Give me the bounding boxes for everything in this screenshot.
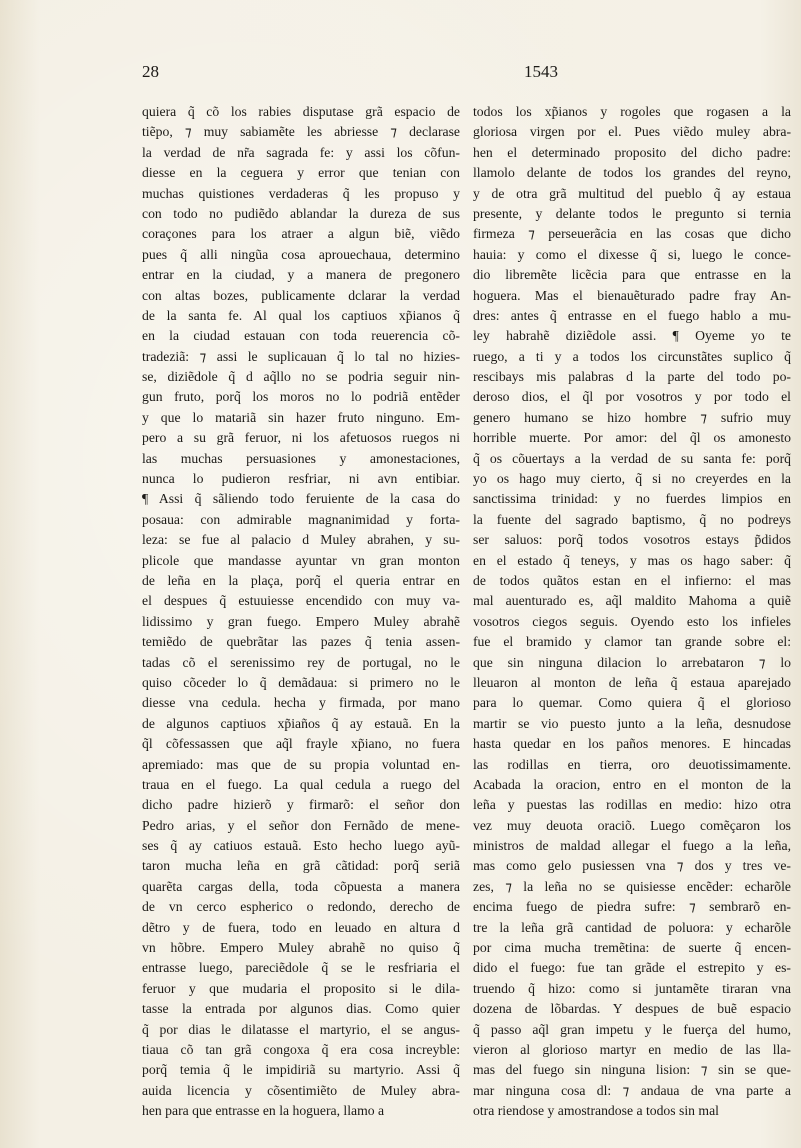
text-line: que sin ninguna dilacion lo arrebataron ⁊ lo [473, 654, 791, 670]
text-line: mal auenturado es, aq̃l maldito Mahoma a quiẽ [473, 593, 791, 609]
text-line: pues q̃ alli ningũa cosa aprouechaua, determino [142, 246, 460, 262]
text-line: q̃ por dias le dilatasse el martyrio, el se angus- [142, 1021, 460, 1037]
text-line: dres: antes q̃ entrasse en el fuego hablo a mu- [473, 307, 791, 323]
text-line: vieron al glorioso martyr en medio de las lla- [473, 1041, 791, 1057]
text-line: pero a su grã feruor, ni los afetuosos ruegos ni [142, 430, 460, 446]
text-line: quarẽta cargas della, toda cõpuesta a manera [142, 878, 460, 894]
text-line: fue el bramido y clamor tan grande sobre el: [473, 634, 791, 650]
text-line: con todo no pudiẽdo ablandar la dureza de sus [142, 205, 460, 221]
text-line: ser saluos: porq̃ todos vosotros estays p̃didos [473, 532, 791, 548]
text-line: porq̃ temia q̃ le impidiriã su martyrio. Assi q̃ [142, 1062, 460, 1078]
text-line: mas del fuego sin ninguna lision: ⁊ sin se que- [473, 1062, 791, 1078]
text-line: dozena de lõbardas. Y despues de buẽ espacio [473, 1001, 791, 1017]
text-line: tradeziã: ⁊ assi le suplicauan q̃ lo tal no hizies- [142, 348, 460, 364]
text-line: hen el determinado proposito del dicho padre: [473, 144, 791, 160]
text-line: tiẽpo, ⁊ muy sabiamẽte les abriesse ⁊ declarase [142, 124, 460, 140]
text-line: diesse en la ceguera y error que tenian con [142, 165, 460, 181]
text-line: traua en el fuego. La qual cedula a ruego del [142, 776, 460, 792]
text-line: yo os hago muy cierto, q̃ si no creyerdes en la [473, 471, 791, 487]
text-line: de algunos captiuos xp̃iaños q̃ ay estauã. En la [142, 715, 460, 731]
text-line: horrible muerte. Por amor: del q̃l os amonesto [473, 430, 791, 446]
text-line: y que lo matariã sin hazer fruto ninguno. Em- [142, 409, 460, 425]
text-line: el despues q̃ estuuiesse encendido con muy va- [142, 593, 460, 609]
text-line: tasse la entrada por algunos dias. Como quier [142, 1001, 460, 1017]
text-line: la verdad de nr̃a sagrada fe: y assi los cõfun- [142, 144, 460, 160]
text-line: coraçones para los atraer a algun biẽ, viẽdo [142, 226, 460, 242]
text-line: hasta quedar en los paños menores. E hincadas [473, 736, 791, 752]
text-line: de leña en la plaça, porq̃ el queria entrar en [142, 572, 460, 588]
text-line: q̃ os cõuertays a la verdad de su santa fe: porq̃ [473, 450, 791, 466]
text-line: ley habrahẽ diziẽdole assi. ¶ Oyeme yo te [473, 328, 791, 344]
text-line: vosotros ciegos seguis. Oyendo esto los infieles [473, 613, 791, 629]
text-line: hauia: y como el dixesse q̃ si, luego le conce- [473, 246, 791, 262]
text-line: tre la leña grã cantidad de poluora: y echarõle [473, 919, 791, 935]
text-line: auida licencia y cõsentimiẽto de Muley abra- [142, 1082, 460, 1098]
text-line: plicole que mandasse ayuntar vn gran monton [142, 552, 460, 568]
text-line: taron mucha leña en grã cãtidad: porq̃ seriã [142, 858, 460, 874]
text-line: sanctissima trinidad: y no fuerdes limpios en [473, 491, 791, 507]
text-line: de la santa fe. Al qual los captiuos xp̃ianos q̃ [142, 307, 460, 323]
text-line: firmeza ⁊ perseuerãcia en las cosas que dicho [473, 226, 791, 242]
text-line: con altas bozes, publicamente dclarar la verdad [142, 287, 460, 303]
text-line: ministros de maldad allegar el fuego a la leña, [473, 838, 791, 854]
text-line: muchas quistiones verdaderas q̃ les propuso y [142, 185, 460, 201]
text-line: mas como gelo pusiessen vna ⁊ dos y tres ve- [473, 858, 791, 874]
text-line: gloriosa virgen por el. Pues viẽdo muley abra- [473, 124, 791, 140]
left-text-column [142, 102, 460, 1122]
text-line: otra riendose y amostrandose a todos sin mal [473, 1103, 719, 1119]
text-line: q̃l cõfessassen que aq̃l frayle xp̃iano, no fuera [142, 736, 460, 752]
text-line: posaua: con admirable magnanimidad y forta- [142, 511, 460, 527]
text-line: Pedro arias, y el señor don Fernãdo de mene- [142, 817, 460, 833]
text-line: diesse vna cedula. hecha y firmada, por mano [142, 695, 460, 711]
text-line: leña y puestas las rodillas en medio: hizo otra [473, 797, 791, 813]
text-line: vn hõbre. Empero Muley abrahẽ no quiso q̃ [142, 940, 460, 956]
text-line: entrar en la ciudad, y a manera de pregonero [142, 267, 460, 283]
text-line: ¶ Assi q̃ sãliendo todo feruiente de la casa do [142, 491, 460, 507]
text-line: entrasse luego, pareciẽdole q̃ se le resfriaria el [142, 960, 460, 976]
text-line: ses q̃ ay catiuos estauã. Esto hecho luego ayũ- [142, 838, 460, 854]
page-number: 28 [142, 62, 159, 81]
text-line: para lo quemar. Como quiera q̃ el glorioso [473, 695, 791, 711]
text-line: de todos quãtos estan en el infierno: el mas [473, 572, 791, 588]
text-line: se, diziẽdole q̃ d aq̃llo no se podria seguir nin- [142, 369, 460, 385]
text-line: rescibays mis palabras d la parte del todo po- [473, 369, 791, 385]
text-line: deroso dios, el q̃l por vosotros y por todo el [473, 389, 791, 405]
text-line: presente, y delante todos le pregunto si ternia [473, 205, 791, 221]
header-year: 1543 [524, 62, 558, 81]
text-line: quiera q̃ cõ los rabies disputase grã espacio de [142, 104, 460, 119]
running-header [142, 62, 558, 86]
text-line: leza: se fue al palacio d Muley abrahen, y su- [142, 532, 460, 548]
text-line: vez muy deuota oraciõ. Luego comẽçaron los [473, 817, 791, 833]
text-line: ruego, a ti y a todos los circunstãtes suplico q̃ [473, 348, 791, 364]
text-line: tiaua cõ tan grã congoxa q̃ era cosa increyble: [142, 1041, 460, 1057]
text-line: lidissimo y gran fuego. Empero Muley abrahẽ [142, 613, 460, 629]
text-line: hoguera. Mas el bienauẽturado padre fray An- [473, 287, 791, 303]
text-line: mar ninguna cosa dl: ⁊ andaua de vna parte a [473, 1082, 791, 1098]
text-line: dido el fuego: fue tan grãde el estrepito y es- [473, 960, 791, 976]
text-line: genero humano se hizo hombre ⁊ sufrio muy [473, 409, 791, 425]
text-line: encima fuego de piedra sufre: ⁊ sembrarõ en- [473, 899, 791, 915]
text-line: feruor y que mudaria el proposito si le dila- [142, 980, 460, 996]
text-line: llamolo delante de todos los grandes del reyno, [473, 165, 791, 181]
text-line: zes, ⁊ la leña no se quisiesse encẽder: echarõle [473, 878, 791, 894]
text-line: dẽtro y de fuera, todo en leuado en altura d [142, 919, 460, 935]
text-line: en el estado q̃ teneys, y mas os hago saber: q̃ [473, 552, 791, 568]
text-line: la fuente del sagrado baptismo, q̃ no podreys [473, 511, 791, 527]
text-line: las muchas persuasiones y amonestaciones, [142, 450, 460, 466]
text-line: por cima mucha tremẽtina: de suerte q̃ encen- [473, 940, 791, 956]
text-line: dicho padre hizierõ y firmarõ: el señor don [142, 797, 460, 813]
text-line: hen para que entrasse en la hoguera, llamo a [142, 1103, 385, 1119]
text-line: de vn cerco espherico o redondo, derecho de [142, 899, 460, 915]
text-line: gun fruto, porq̃ los moros no lo podriã entẽder [142, 389, 460, 405]
text-line: las rodillas en tierra, oro deuotissimamente. [473, 756, 791, 772]
text-line: temiẽdo de quebrãtar las pazes q̃ tenia assen- [142, 634, 460, 650]
text-line: q̃ passo aq̃l gran impetu y le fuerça del humo, [473, 1021, 791, 1037]
right-text-column [473, 102, 791, 1122]
text-line: nunca lo pudieron resfriar, ni avn entibiar. [142, 471, 460, 487]
text-line: apremiado: mas que de su propia voluntad en- [142, 756, 460, 772]
text-line: lleuaron al monton de leña q̃ estaua aparejado [473, 674, 791, 690]
text-line: tadas cõ el serenissimo rey de portugal, no le [142, 654, 460, 670]
text-line: todos los xp̃ianos y rogoles que rogasen a la [473, 104, 791, 119]
text-line: truendo q̃ hizo: como si juntamẽte tiraran vna [473, 980, 791, 996]
text-line: quiso cõceder lo q̃ demãdaua: si primero no le [142, 674, 460, 690]
text-line: Acabada la oracion, entro en el monton de la [473, 776, 791, 792]
text-line: dio libremẽte licẽcia para que entrasse en la [473, 267, 791, 283]
text-line: y de otra grã multitud del pueblo q̃ ay estaua [473, 185, 791, 201]
text-line: en la ciudad estauan con toda reuerencia cõ- [142, 328, 460, 344]
text-line: martir se vio puesto junto a la leña, desnudose [473, 715, 791, 731]
